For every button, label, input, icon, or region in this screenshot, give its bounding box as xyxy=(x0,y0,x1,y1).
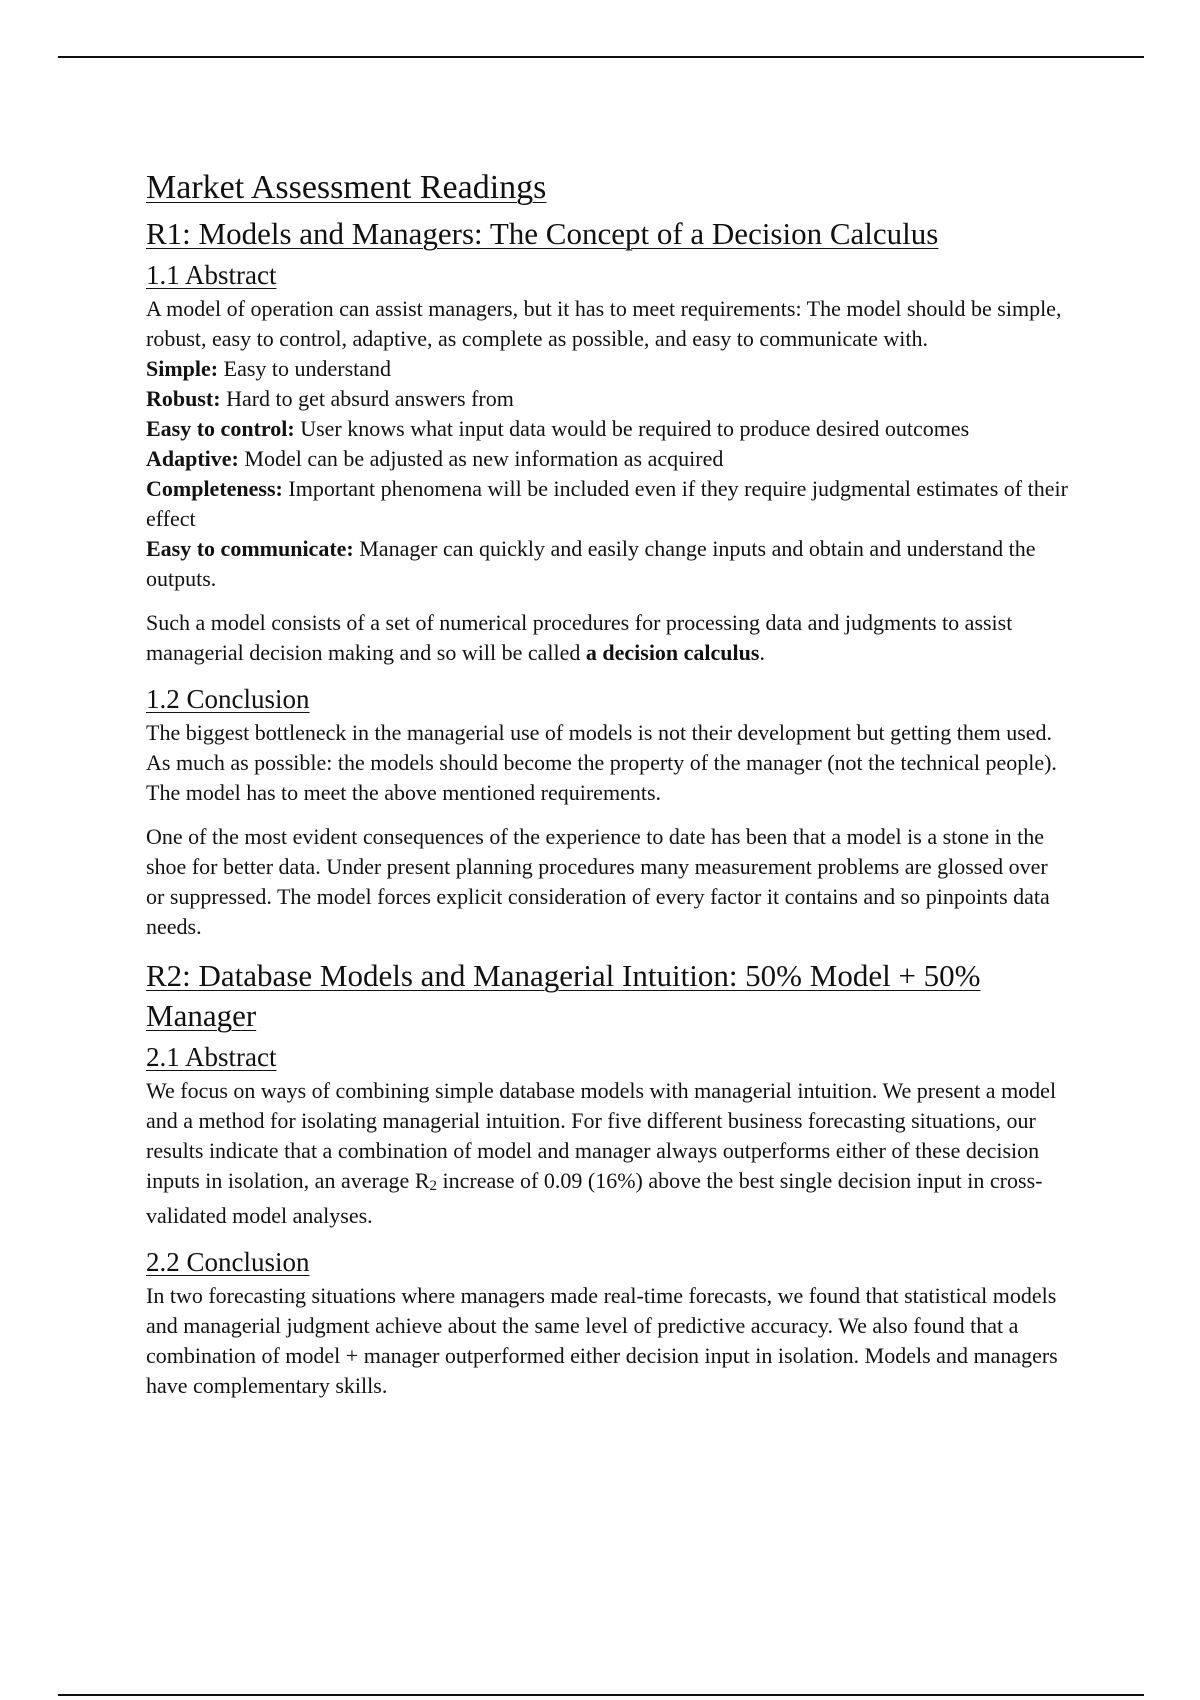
calculus-text: Such a model consists of a set of numerical procedures for processing data and judgments to assist managerial decision making and so will be called xyxy=(146,610,1013,665)
r2-abstract-heading: 2.1 Abstract xyxy=(146,1042,277,1072)
r1-conclusion-heading: 1.2 Conclusion xyxy=(146,684,310,714)
requirement-term: Adaptive: xyxy=(146,446,239,471)
calculus-bold-term: a decision calculus xyxy=(585,640,760,665)
bottom-rule xyxy=(58,1694,1144,1696)
top-rule xyxy=(58,56,1144,58)
requirement-term: Completeness: xyxy=(146,476,283,501)
r1-conclusion-paragraph-2: One of the most evident consequences of the experience to date has been that a model is a stone in the shoe for better data. Under present planning procedures many measurement problems are glossed over or suppressed. The model forces explicit consideration of every factor it contains and so pinpoints data needs. xyxy=(146,824,1050,939)
requirement-easy-to-control xyxy=(146,414,1071,444)
requirement-term: Easy to communicate: xyxy=(146,536,354,561)
requirement-text: Hard to get absurd answers from xyxy=(220,386,514,411)
requirement-text: Manager can quickly and easily change inputs and obtain and understand the outputs. xyxy=(146,536,1036,591)
r1-abstract-intro: A model of operation can assist managers, but it has to meet requirements: The model should be simple, robust, easy to control, adaptive, as complete as possible, and easy to communicate with. xyxy=(146,296,1062,351)
reading-r2-title: R2: Database Models and Managerial Intuition: 50% Model + 50% Manager xyxy=(146,958,981,1033)
r2-abstract-text: We focus on ways of combining simple database models with managerial intuition. We present a model and a method for isolating managerial intuition. For five different business forecasting situations, our results indicate that a combination of model and manager always outperforms either of these decision inputs in isolation, an average R xyxy=(146,1078,1057,1193)
requirement-easy-to-communicate xyxy=(146,534,1071,594)
requirement-term: Easy to control: xyxy=(146,416,295,441)
requirement-text: Important phenomena will be included even if they require judgmental estimates of their effect xyxy=(146,476,1068,531)
document-title: Market Assessment Readings xyxy=(146,169,547,206)
r2-conclusion-paragraph: In two forecasting situations where managers made real-time forecasts, we found that statistical models and managerial judgment achieve about the same level of predictive accuracy. We also found that a combination of model + manager outperformed either decision input in isolation. Models and managers have complementary skills. xyxy=(146,1283,1058,1398)
requirement-completeness xyxy=(146,474,1071,534)
requirement-text: User knows what input data would be required to produce desired outcomes xyxy=(294,416,970,441)
requirement-term: Robust: xyxy=(146,386,221,411)
document-body xyxy=(146,168,1071,1401)
calculus-end: . xyxy=(759,640,765,665)
reading-r1 xyxy=(146,214,1071,942)
reading-r1-title: R1: Models and Managers: The Concept of a Decision Calculus xyxy=(146,216,939,251)
requirement-simple xyxy=(146,354,1071,384)
r2-conclusion-heading: 2.2 Conclusion xyxy=(146,1247,310,1277)
r2-abstract-text-end: increase of 0.09 (16%) above the best single decision input in cross-validated model analyses. xyxy=(146,1168,1043,1228)
r1-abstract-heading: 1.1 Abstract xyxy=(146,260,277,290)
requirement-term: Simple: xyxy=(146,356,219,381)
requirements-list xyxy=(146,354,1071,594)
r2-subscript: 2 xyxy=(429,1178,437,1194)
requirement-text: Easy to understand xyxy=(218,356,392,381)
requirement-text: Model can be adjusted as new information as acquired xyxy=(238,446,724,471)
r1-conclusion-paragraph-1: The biggest bottleneck in the managerial use of models is not their development but getting them used. As much as possible: the models should become the property of the manager (not the technical people). The model has to meet the above mentioned requirements. xyxy=(146,720,1057,805)
reading-r2 xyxy=(146,956,1071,1401)
requirement-robust xyxy=(146,384,1071,414)
decision-calculus-paragraph xyxy=(146,608,1071,668)
r2-abstract-paragraph xyxy=(146,1076,1071,1231)
requirement-adaptive xyxy=(146,444,1071,474)
